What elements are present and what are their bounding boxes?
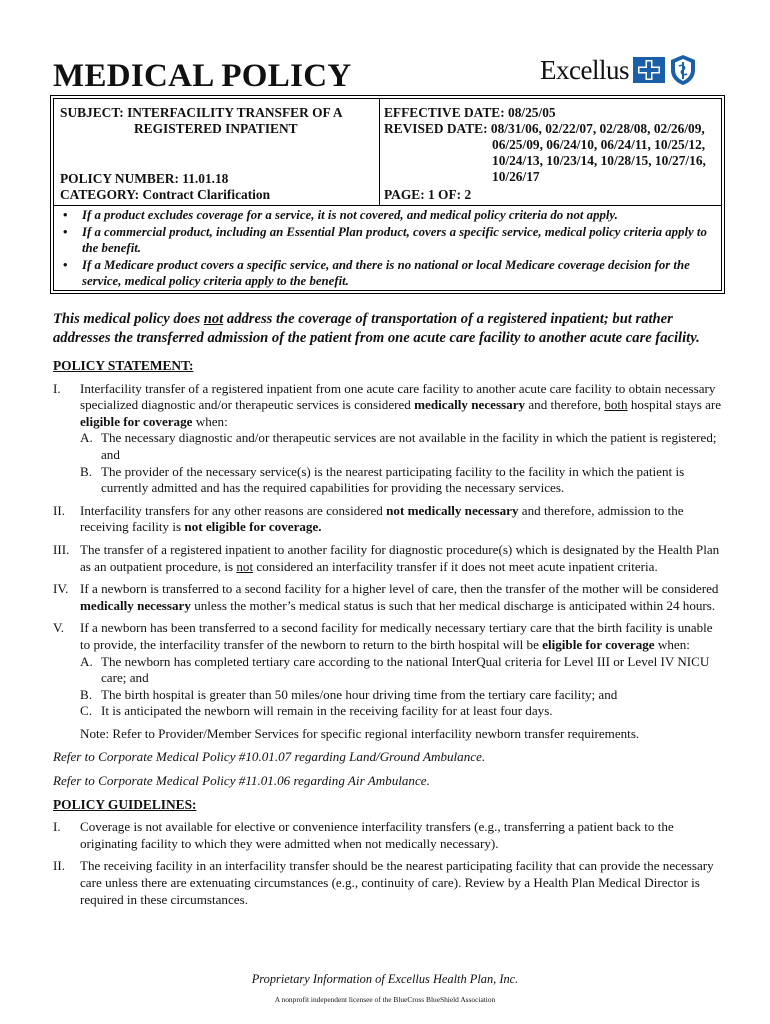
- sub-item: A. The newborn has completed tertiary care according to the national InterQual criteria for Level III or Level IV NICU care; and: [80, 653, 710, 686]
- reference-land-ambulance: Refer to Corporate Medical Policy #10.01.07 regarding Land/Ground Ambulance.: [53, 749, 486, 765]
- intro-statement: This medical policy does not address the coverage of transportation of a registered inpatient; but rather addresses the transferred admission of the patient from one acute care facility to another acute care facility.: [53, 311, 700, 346]
- proprietary-footer: Proprietary Information of Excellus Health Plan, Inc.: [251, 972, 519, 986]
- excellus-logo: [540, 54, 697, 86]
- policy-number-category: [60, 171, 270, 203]
- sub-item: C. It is anticipated the newborn will remain in the receiving facility for at least four days.: [80, 703, 553, 719]
- policy-content: [53, 358, 723, 914]
- statement-item-iv: IV. If a newborn is transferred to a second facility for a higher level of care, then the transfer of the mother will be considered medically necessary unless the mother’s medical status is such that her medical discharge is anticipated within 24 hours.: [53, 581, 719, 613]
- list-item: • If a commercial product, including an Essential Plan product, covers a specific service, medical policy criteria apply to the benefit.: [58, 224, 715, 257]
- statement-item-i: I. Interfacility transfer of a registered inpatient from one acute care facility to another acute care facility to obtain necessary specialized diagnostic and/or therapeutic services is considered medically necessary and therefore, both hospital stays are eligible for coverage when: A. The necessary diagnostic and/or therapeutic services are not available in the facility in which the patient is registered; and B. The provider of the necessary service(s) is the nearest participating facility to the facility in which the patient is currently admitted and has the required capabilities for providing the necessary services.: [53, 380, 722, 496]
- guideline-item: I. Coverage is not available for elective or convenience interfacility transfers (e.g., transferring a patient back to the originating facility to which they were admitted when not medically necessary).: [53, 819, 674, 851]
- coverage-bullets: [58, 207, 715, 290]
- list-item: • If a Medicare product covers a specific service, and there is no national or local Medicare coverage decision for the service, medical policy criteria apply to the benefit.: [58, 257, 715, 290]
- subject: SUBJECT: INTERFACILITY TRANSFER OF A REGISTERED INPATIENT: [60, 105, 343, 136]
- policy-statement-heading: POLICY STATEMENT:: [53, 358, 194, 373]
- reference-air-ambulance: Refer to Corporate Medical Policy #11.01.06 regarding Air Ambulance.: [53, 773, 430, 789]
- statement-item-v: V. If a newborn has been transferred to a second facility for medically necessary tertiary care that the birth facility is unable to provide, the interfacility transfer of the newborn to return to the birth hospital will be eligible for coverage when: A. The newborn has completed tertiary care according to the national InterQual criteria for Level III or Level IV NICU care; and B. The birth hospital is greater than 50 miles/one hour driving time from the tertiary care facility; and C. It is anticipated the newborn will remain in the receiving facility for at least four days.: [53, 620, 723, 720]
- logo-wordmark: Excellus: [540, 54, 629, 85]
- effective-date: EFFECTIVE DATE: 08/25/05: [384, 105, 556, 120]
- page-number: PAGE: 1 OF: 2: [384, 187, 472, 202]
- policy-guidelines-heading: POLICY GUIDELINES:: [53, 796, 197, 812]
- policy-header-box: [50, 95, 725, 294]
- sub-item: A. The necessary diagnostic and/or therapeutic services are not available in the facility in which the patient is registered; and: [80, 430, 717, 462]
- licensee-notice: A nonprofit independent licensee of the BlueCross BlueShield Association: [274, 995, 496, 1004]
- blue-shield-icon: [669, 54, 697, 86]
- list-item: • If a product excludes coverage for a service, it is not covered, and medical policy criteria do not apply.: [58, 207, 715, 224]
- newborn-transfer-note: Note: Refer to Provider/Member Services for specific regional interfacility newborn transfer requirements.: [80, 725, 640, 741]
- policy-number: POLICY NUMBER: 11.01.18: [60, 171, 229, 186]
- revised-date: REVISED DATE: 08/31/06, 02/22/07, 02/28/08, 02/26/09,: [384, 121, 705, 136]
- blue-cross-icon: [633, 57, 665, 83]
- statement-item-ii: II. Interfacility transfers for any other reasons are considered not medically necessary and therefore, admission to the receiving facility is not eligible for coverage.: [53, 502, 684, 535]
- guideline-item: II. The receiving facility in an interfacility transfer should be the nearest participating facility that can provide the necessary care unless there are extenuating circumstances (e.g., continuity of care). Review by a Health Plan Medical Director is required in these circumstances.: [53, 858, 714, 907]
- category: CATEGORY: Contract Clarification: [60, 187, 271, 202]
- statement-item-iii: III. The transfer of a registered inpatient to another facility for diagnostic procedure(s) which is designated by the Health Plan as an outpatient procedure, is not considered an interfacility transfer if it does not meet acute inpatient criteria.: [53, 541, 720, 574]
- sub-item: B. The provider of the necessary service(s) is the nearest participating facility to the facility in which the patient is currently admitted and has the required capabilities for providing the necessary services.: [80, 463, 685, 496]
- page-title: MEDICAL POLICY: [53, 58, 352, 94]
- sub-item: B. The birth hospital is greater than 50 miles/one hour driving time from the tertiary care facility; and: [80, 686, 618, 702]
- dates: EFFECTIVE DATE: 08/25/05 REVISED DATE: 08/31/06, 02/22/07, 02/28/08, 02/26/09, 06/25/09, 06/24/10, 06/24/11, 10/25/12, 10/24/13, 10/23/14, 10/28/15, 10/27/16, 10/26/17: [384, 105, 724, 185]
